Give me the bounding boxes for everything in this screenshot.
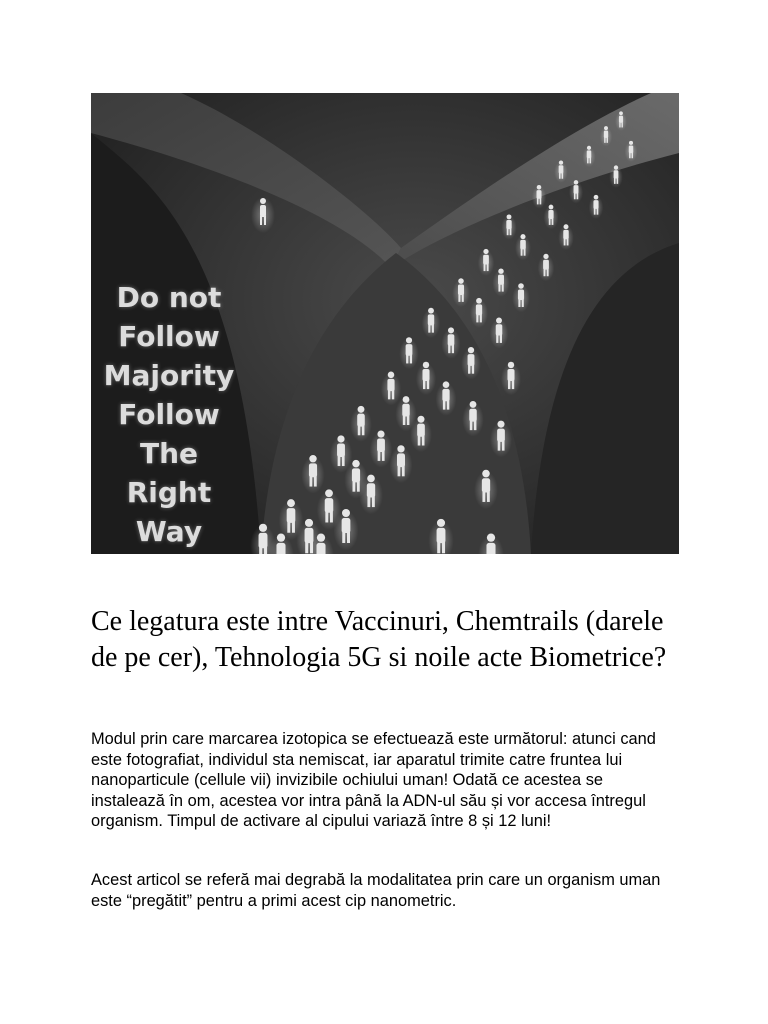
caption-line: Right	[126, 476, 212, 509]
caption-line: Follow	[118, 398, 220, 431]
caption-line: Majority	[103, 359, 235, 392]
caption-line: Way	[135, 515, 203, 548]
caption-line: The	[139, 437, 199, 470]
caption-line: Follow	[118, 320, 220, 353]
article-title: Ce legatura este intre Vaccinuri, Chemtrails (darele de pe cer), Tehnologia 5G si noile acte Biometrice?	[91, 606, 667, 673]
article-paragraph: Acest articol se referă mai degrabă la modalitatea prin care un organism uman este “pregătit” pentru a primi acest cip nanometric.	[91, 871, 661, 910]
hero-image	[91, 93, 679, 554]
article-paragraph: Modul prin care marcarea izotopica se efectuează este următorul: atunci cand este fotografiat, individul sta nemiscat, iar aparatul trimite catre fruntea lui nanoparticule (cellule vii) invizibile ochiului uman! Odată ce acestea se instalează în om, acestea vor intra până la ADN-ul său și vor accesa întregul organism. Timpul de activare al cipului variază între 8 și 12 luni!	[91, 730, 656, 831]
hero-caption	[91, 278, 247, 551]
caption-line: Do not	[116, 281, 222, 314]
